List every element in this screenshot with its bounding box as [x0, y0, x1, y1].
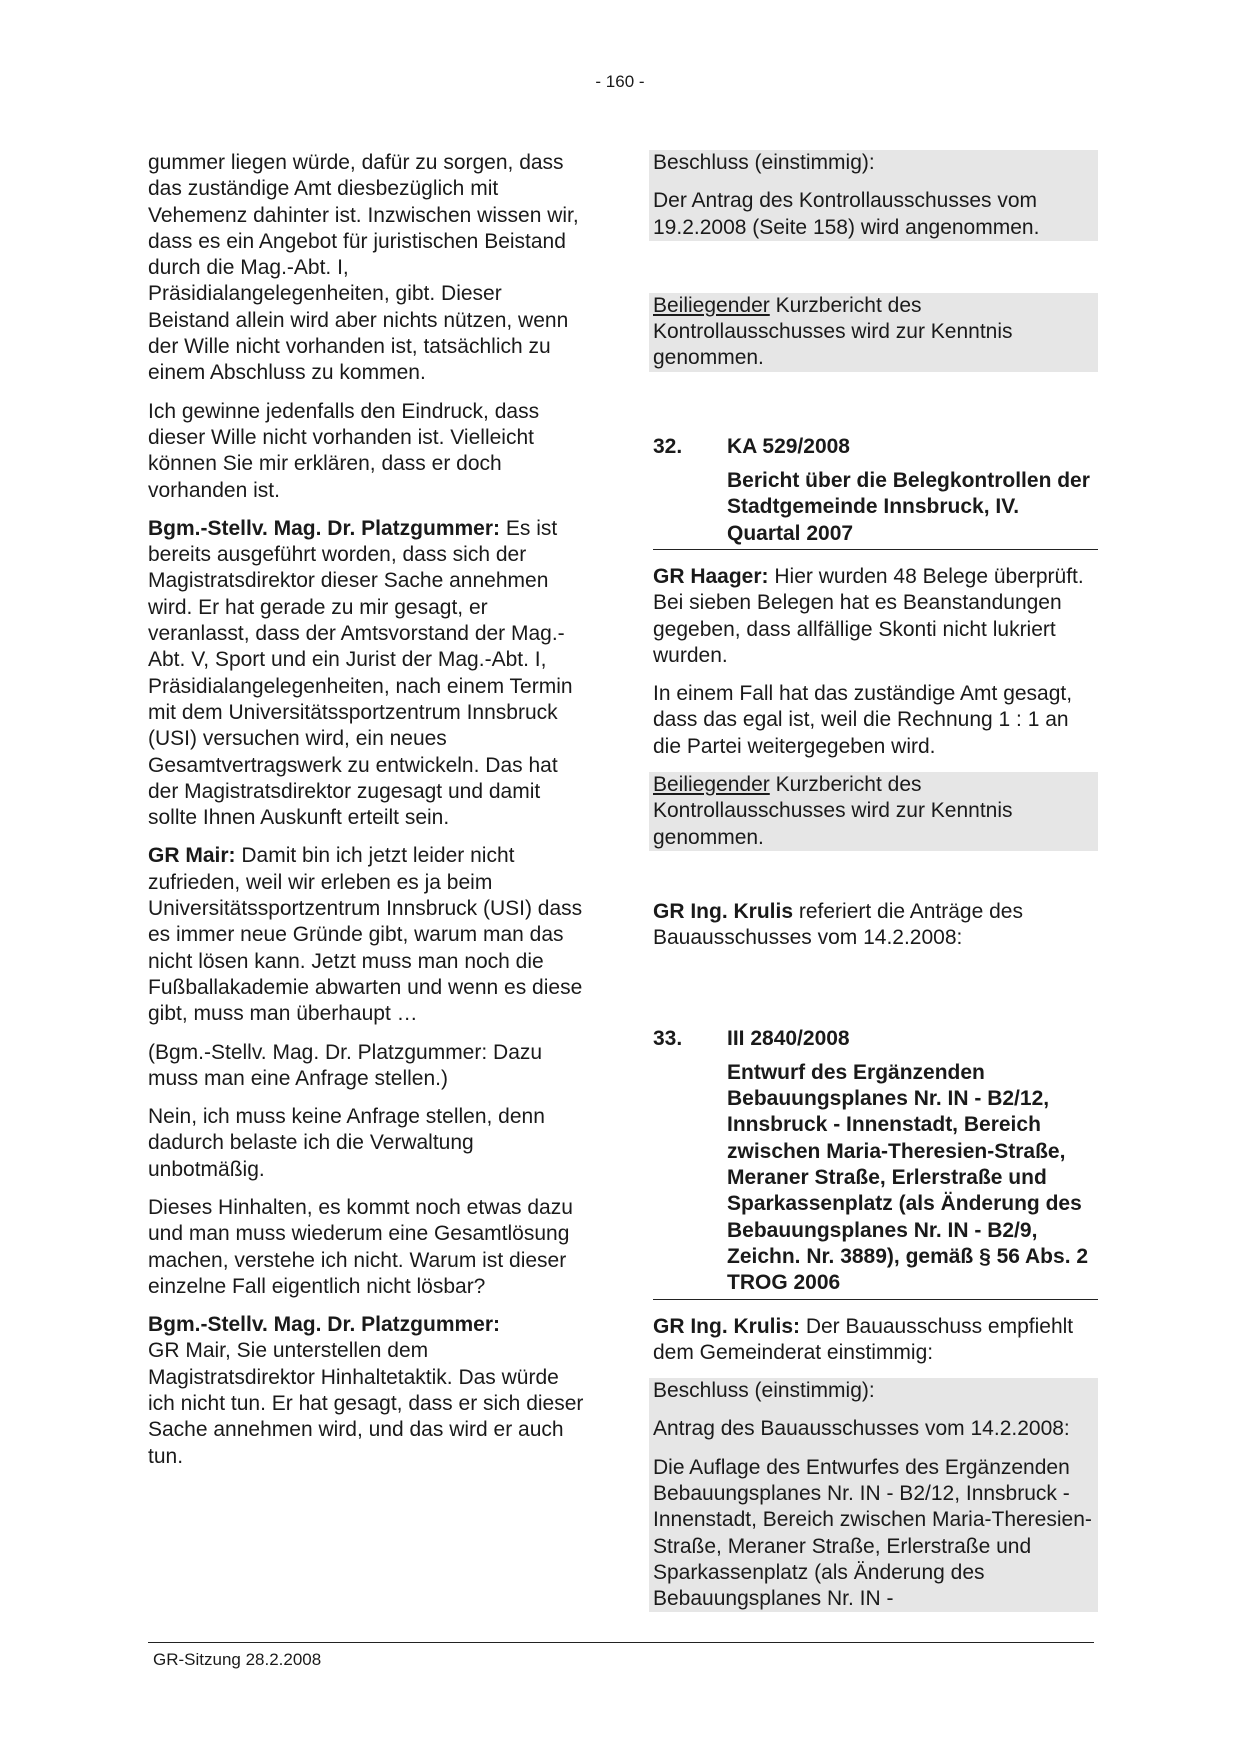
- speech-krulis: GR Ing. Krulis: Der Bauausschuss empfiehlt dem Gemeinderat einstimmig:: [653, 1314, 1074, 1364]
- item-code: III 2840/2008: [727, 1026, 850, 1050]
- item-number: 33.: [653, 1026, 683, 1050]
- beschluss-box-1: [649, 150, 1098, 241]
- item-33-title: Entwurf des Ergänzenden Bebauungsplanes Nr. IN - B2/12, Innsbruck - Innenstadt, Bereich zwischen Maria-Theresien-Straße, Meraner Straße, Erlerstraße und Sparkassenplatz (als Änderung des Bebauungsplanes Nr. IN - B2/9, Zeichn. Nr. 3889), gemäß § 56 Abs. 2 TROG 2006: [653, 1060, 1098, 1300]
- speech-platzgummer-1: Bgm.-Stellv. Mag. Dr. Platzgummer: Es ist bereits ausgeführt worden, dass sich der Magistratsdirektor dieser Sache annehmen wird. Er hat gerade zu mir gesagt, er veranlasst, dass der Amtsvorstand der Mag.-Abt. V, Sport und ein Jurist der Mag.-Abt. I, Präsidialangelegenheiten, nach einem Termin mit dem Universitätssportzentrum Innsbruck (USI) versuchen wird, ein neues Gesamtvertragswerk zu entwickeln. Das hat der Magistratsdirektor zugesagt und damit sollte Ihnen Auskunft erteilt sein.: [148, 516, 573, 830]
- beschluss-label: Beschluss (einstimmig):: [653, 1379, 875, 1403]
- paragraph: Dieses Hinhalten, es kommt noch etwas dazu und man muss wiederum eine Gesamtlösung machen, verstehe ich nicht. Warum ist dieser einzelne Fall eigentlich nicht lösbar?: [148, 1195, 573, 1298]
- left-column: [148, 150, 588, 1482]
- paragraph: Nein, ich muss keine Anfrage stellen, denn dadurch belaste ich die Verwaltung unbotmäßig.: [148, 1105, 545, 1181]
- item-code: KA 529/2008: [727, 434, 850, 458]
- kurzbericht-box-1: Beiliegender Kurzbericht des Kontrollausschusses wird zur Kenntnis genommen.: [649, 293, 1098, 372]
- beschluss-text: Der Antrag des Kontrollausschusses vom 19.2.2008 (Seite 158) wird angenommen.: [653, 189, 1040, 239]
- speech-platzgummer-2: Bgm.-Stellv. Mag. Dr. Platzgummer: GR Mair, Sie unterstellen dem Magistratsdirektor Hinhaltetaktik. Das würde ich nicht tun. Er hat gesagt, dass er sich dieser Sache annehmen wird, und das wird er auch tun.: [148, 1313, 584, 1468]
- auflage-text: Die Auflage des Entwurfes des Ergänzenden Bebauungsplanes Nr. IN - B2/12, Innsbruck - Innenstadt, Bereich zwischen Maria-Theresien-Straße, Meraner Straße, Erlerstraße und Sparkassenplatz (als Änderung des Bebauungsplanes Nr. IN -: [653, 1455, 1092, 1611]
- speaker-name: GR Haager:: [653, 564, 769, 588]
- footer-divider: [148, 1642, 1094, 1643]
- paragraph: gummer liegen würde, dafür zu sorgen, dass das zuständige Amt diesbezüglich mit Vehemenz dahinter ist. Inzwischen wissen wir, dass es ein Angebot für juristischen Beistand durch die Mag.-Abt. I, Präsidialangelegenheiten, gibt. Dieser Beistand allein wird aber nichts nützen, wenn der Wille nicht vorhanden ist, tatsächlich zu einem Abschluss zu kommen.: [148, 151, 579, 385]
- speech-krulis-intro: GR Ing. Krulis referiert die Anträge des Bauausschusses vom 14.2.2008:: [653, 899, 1023, 950]
- speaker-name: Bgm.-Stellv. Mag. Dr. Platzgummer:: [148, 516, 501, 540]
- speaker-name: Bgm.-Stellv. Mag. Dr. Platzgummer:: [148, 1313, 501, 1337]
- paragraph: In einem Fall hat das zuständige Amt gesagt, dass das egal ist, weil die Rechnung 1 : 1 an die Partei weitergegeben wird.: [653, 682, 1073, 758]
- speaker-name: GR Mair:: [148, 844, 236, 868]
- right-column: [653, 150, 1098, 1612]
- page-number: - 160 -: [595, 72, 645, 91]
- item-33-header: [653, 1026, 1098, 1052]
- beschluss-label: Beschluss (einstimmig):: [653, 151, 875, 174]
- kurzbericht-box-2: Beiliegender Kurzbericht des Kontrollausschusses wird zur Kenntnis genommen.: [649, 772, 1098, 851]
- speech-haager: GR Haager: Hier wurden 48 Belege überprüft. Bei sieben Belegen hat es Beanstandungen gegeben, dass allfällige Skonti nicht lukriert wurden.: [653, 564, 1084, 667]
- speech-mair: GR Mair: Damit bin ich jetzt leider nicht zufrieden, weil wir erleben es ja beim Universitätssportzentrum Innsbruck (USI) dass es immer neue Gründe gibt, warum man das nicht lösen kann. Jetzt muss man noch die Fußballakademie abwarten und wenn es diese gibt, muss man überhaupt …: [148, 844, 583, 1026]
- antrag-label: Antrag des Bauausschusses vom 14.2.2008:: [653, 1417, 1070, 1441]
- footer-text: GR-Sitzung 28.2.2008: [153, 1650, 322, 1669]
- speaker-name: GR Ing. Krulis:: [653, 1314, 800, 1338]
- item-number: 32.: [653, 434, 683, 458]
- paragraph: (Bgm.-Stellv. Mag. Dr. Platzgummer: Dazu muss man eine Anfrage stellen.): [148, 1040, 543, 1090]
- paragraph: Ich gewinne jedenfalls den Eindruck, dass dieser Wille nicht vorhanden ist. Vielleicht können Sie mir erklären, dass er doch vorhanden ist.: [148, 399, 540, 502]
- item-32-header: [653, 434, 1098, 460]
- item-32-title: Bericht über die Belegkontrollen der Stadtgemeinde Innsbruck, IV. Quartal 2007: [653, 468, 1098, 550]
- beschluss-box-2: [649, 1378, 1098, 1612]
- speaker-name: GR Ing. Krulis: [653, 899, 794, 923]
